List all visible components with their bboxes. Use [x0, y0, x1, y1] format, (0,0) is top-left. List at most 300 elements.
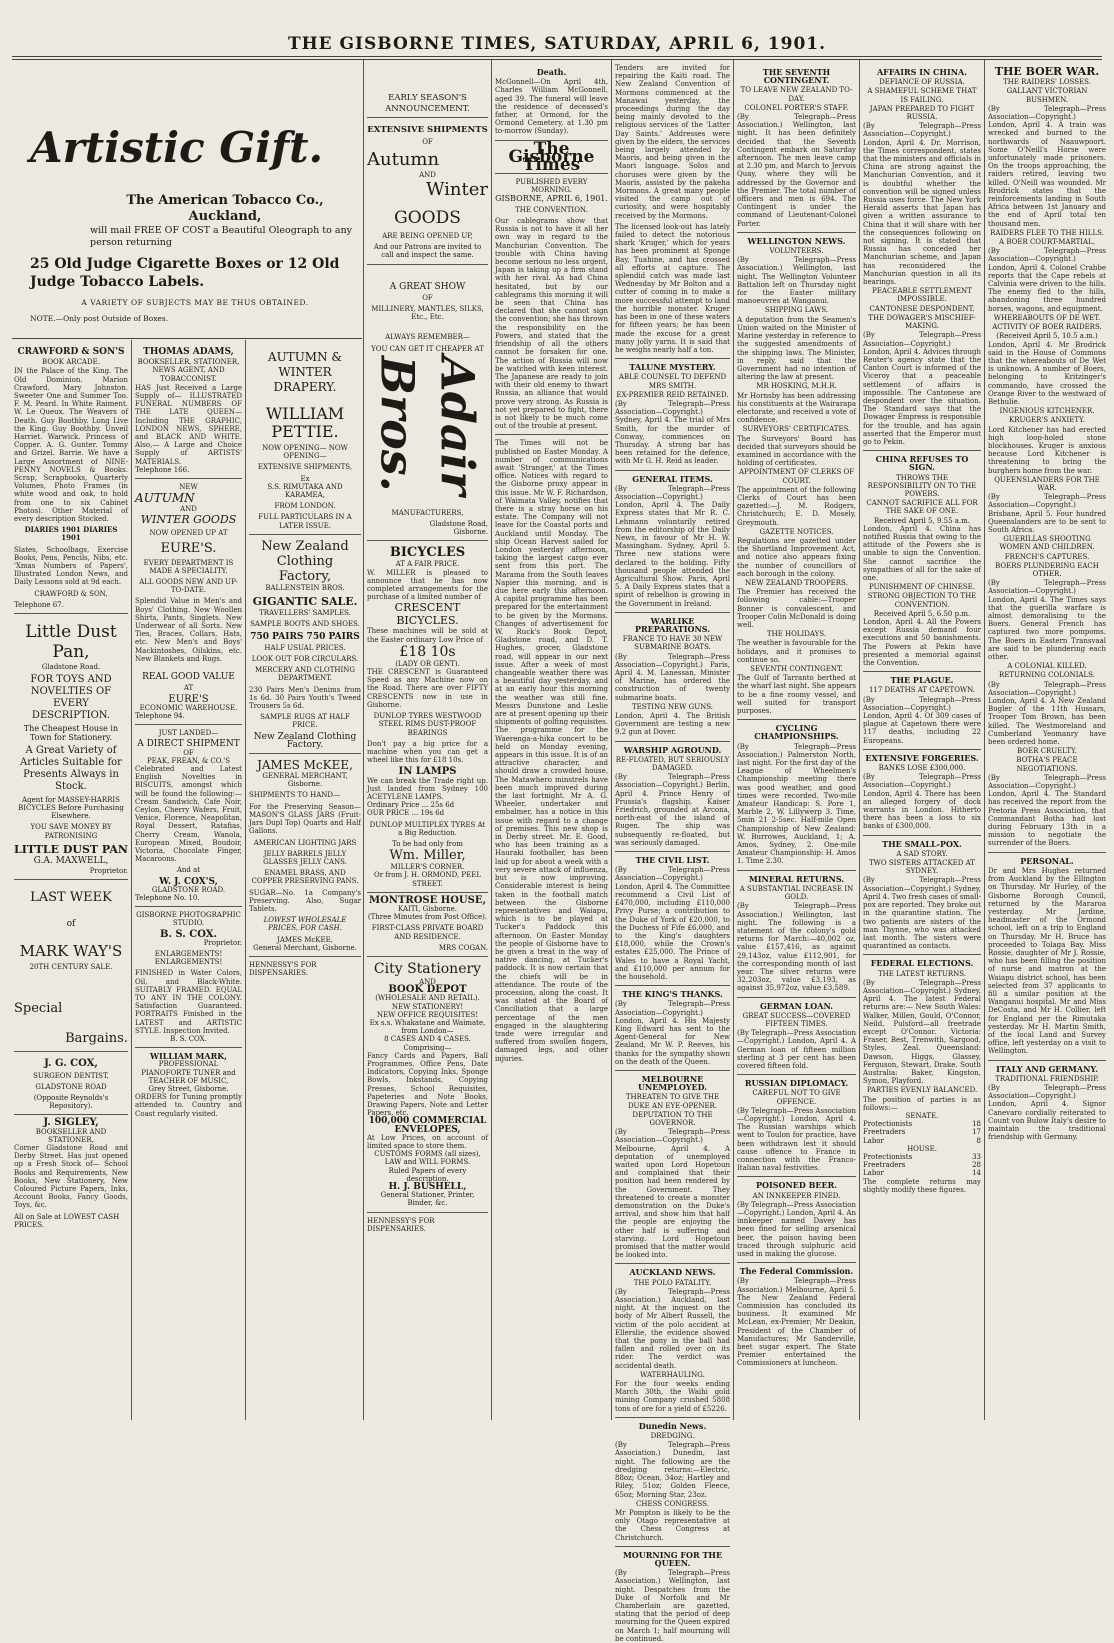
melbourne-body: (By Telegraph—Press Association—Copyright.) Melbourne, April 4. A deputation of unemployed waited upon Lord Hopetoun and complained that their position had been rendered by the Government. They threatened to create a monster demonstration on the Duke's arrival, and show him that half the people are enjoying the other half is suffering and starving. Lord Hopetoun promised that the matter would be looked into. [615, 1128, 730, 1260]
city-stationery: City Stationery [373, 960, 482, 977]
ex-label: Ex [300, 474, 310, 483]
column-rule [984, 60, 985, 1420]
kruger-body: Lord Kitchener has had erected high loop-holed stone blockhouses. Kruger is anxious because Lord Kitchener is threatening to bring the burghers home from the war. [988, 425, 1106, 475]
queensland-body: (By Telegraph—Press Association—Copyright.) Brisbane, April 5. Four hundred Queenslanders are to be sent to South Africa. [988, 493, 1106, 534]
house-freetraders-label: Freetraders [863, 1161, 906, 1170]
colonial-killed: A COLONIAL KILLED. [1007, 662, 1087, 671]
announcement: ANNOUNCEMENT. [385, 104, 470, 115]
mercery-body: 230 Pairs Men's Denims from 1s 6d. 30 Pairs Youth's Tweed Trousers 5s 6d. [249, 685, 361, 711]
german-heading: GERMAN LOAN. [759, 1000, 834, 1011]
death-heading: Death. [536, 67, 567, 77]
dustpan-cheap: The Cheapest House in Town for Stationery. [23, 724, 119, 742]
kings-heading: THE KING'S THANKS. [622, 989, 723, 1000]
gazette-body: Regulations are gazetted under the Shortland Improvement Act, and notice also appears fixing the number of councillors of each borough in the colony. [737, 536, 856, 578]
and-city: AND [419, 977, 436, 986]
gazette: GAZETTE NOTICES. [759, 527, 834, 536]
guerilla: GUERILLAS SHOOTING WOMEN AND CHILDREN. [999, 535, 1095, 552]
750-pairs: 750 PAIRS 750 PAIRS [250, 631, 360, 642]
hennessy-line: HENNESSY'S FOR DISPENSARIES. [249, 960, 317, 978]
being-opened: ARE BEING OPENED UP, [382, 232, 473, 241]
half-prices: HALF USUAL PRICES. [264, 643, 346, 652]
cannot-sacrifice: CANNOT SACRIFICE ALL FOR THE SAKE OF ONE. [866, 499, 978, 516]
kruger: KRUGER'S ANXIETY. [1009, 416, 1085, 425]
personal-heading: PERSONAL. [1020, 855, 1074, 866]
senate-freetraders-value: 17 [972, 1128, 981, 1137]
kitchener: INGENIOUS KITCHENER. [999, 407, 1095, 416]
received-2: Received April 5, 6.50 p.m. [873, 609, 971, 618]
civil-heading: THE CIVIL LIST. [635, 855, 710, 866]
deputation: DEPUTATION TO THE GOVERNOR. [632, 1110, 713, 1127]
mark-body: ORDERS for Tuning promptly attended to. Country and Coast regularly visited. [135, 1093, 242, 1118]
shipments-body: For the Preserving Season— MASON'S GLASS JARS (Fruit-Jars Dupl Top) Quarts and Half Gallons. [249, 802, 361, 836]
shipping-body: A deputation from the Seamen's Union waited on the Minister of Marine yesterday in reference to the suggested amendments of the shipping laws. The Minister, in reply, said that the Government had no intention of altering the law at present. [737, 315, 856, 382]
dustpan-proprietor: Proprietor. [89, 866, 128, 875]
bicycles: BICYCLES [389, 545, 466, 561]
century-sale: 20TH CENTURY SALE. [29, 963, 113, 972]
warship-body: (By Telegraph—Press Association—Copyright.) Berlin, April 4. Prince Henry of Prussia's flagship, Kaiser Friedrich, grounded at Arcona, north-east of the island of Rugen. The ship was subsequently re-floated, but was seriously damaged. [615, 773, 730, 847]
house-heading: HOUSE. [907, 1144, 937, 1153]
crescent-bicycles: CRESCENT BICYCLES. [394, 601, 461, 628]
last-week: LAST WEEK [30, 889, 112, 905]
leader-body-1: Our cablegrams show that Russia is not to have it all her own way in regard to the Manchurian Convention. The trouble with China having become serious no less urgent, Japan is taking up a firm stand with her rival. As had China hesitated, but by our cablegrams this morning it will be seen that China has declared that she cannot sign the convention; she has thrown the responsibility on the Powers, and stated that the friendship of all the others cannot be forsaken for one. The action of Russia will now be watched with keen interest. The Japanese are ready to join with their old enemy to thwart Russia, an alliance that would prove very strong. As Russia is not yet prepared to fight, there is not likely to be much come out of the trouble at present. [495, 217, 608, 431]
sample-rugs: SAMPLE RUGS AT HALF PRICE. [260, 713, 350, 730]
dustpan-owner: G.A. MAXWELL, [33, 855, 109, 866]
goods-4: GOODS [394, 208, 461, 229]
testing-body: London, April 4. The British Government are testing a new 9.2 gun at Dover. [615, 712, 730, 737]
sugar-line: SUGAR—No. 1a Company's Preserving. Also, Sugar Tablets. [249, 888, 361, 913]
volunteers: VOLUNTEERS. [769, 247, 824, 256]
nz-clothing-2: New Zealand Clothing Factory. [253, 731, 357, 750]
refuses-body: London, April 4. China has notified Russia that owing to the attitude of the Powers she is unable to sign the Convention. She cannot sacrifice the sympathies of all for the sake of one. [863, 524, 981, 582]
crawford-diaries: DIARIES 1901 DIARIES 1901 [24, 525, 118, 543]
punishment: PUNISHMENT OF CHINESE. [869, 583, 975, 592]
polo-heading: THE POLO FATALITY. [633, 1278, 712, 1287]
masthead-rule [12, 56, 1102, 57]
peak-body: Celebrated and Latest English Novelties in BISCUITS, amongst which will be found the following:— Cream Sandwich, Cafe Noir, Ceylon, Cherry Wafers, Fruit, Venice, Florence, Neapolitan, Royal Dessert, Ratafias, Cherry Cream, Wanola, European Mixed, Boudoir, Victoria, Chocolate Finger, Macaroons. [135, 764, 242, 864]
parties-body: The position of parties is as follows:— [863, 1095, 981, 1112]
colonial-body: (By Telegraph—Press Association—Copyright.) London, April 4. A New Zealand Bugler of the 11th Hussars, Trooper Tom Brown, has been killed. The Westmoreland and Cumberland Yeomanry have been ordered home. [988, 680, 1106, 747]
kings-body: (By Telegraph—Press Association—Copyright.) London, April 4. His Majesty King Edward has sent to the Agent-General for New Zealand, Mr W. P. Reeves, his thanks for the sympathy shown on the death of the Queen. [615, 1000, 730, 1066]
forgeries-sub: BANKS LOSE £300,000. [878, 764, 966, 773]
warship-heading: WARSHIP AGROUND. [623, 744, 722, 755]
artistic-note: NOTE.—Only post Outside of Boxes. [30, 314, 169, 324]
nz-clothing-factory: New Zealand Clothing Factory, [261, 538, 349, 584]
sigley-role: BOOKSELLER AND STATIONER, [35, 1127, 107, 1144]
column-6 [615, 64, 730, 1643]
had-only: To be had only from [392, 839, 463, 848]
convention-heading: THE CONVENTION. [515, 205, 588, 214]
just-landed: JUST LANDED— [158, 729, 219, 738]
forgeries-heading: EXTENSIVE FORGERIES. [865, 752, 979, 763]
waterhauling: WATERHAULING. [640, 1370, 705, 1379]
price-18-10s: £18 10s [399, 643, 456, 660]
clerks: APPOINTMENT OF CLERKS OF COURT. [738, 468, 855, 485]
cantonese: CANTONESE DESPONDENT. [869, 304, 975, 313]
adams-body: HAS Just Received a Large Supply of— ILLUSTRATED FUNERAL NUMBERS OF THE LATE QUEEN— Including THE GRAPHIC, LONDON NEWS, SPHERE, and BLACK AND WHITE. Also,— A Large and Choice Supply of ARTISTS' MATERIALS. [135, 383, 242, 466]
plunder-body: (By Telegraph—Press Association—Copyright.) London, April 4. The Times says that the guerilla warfare is almost demoralising to the Boers. General French has captured two more pompoms. The Boers in Eastern Transvaal are said to be plundering each other. [988, 579, 1106, 662]
received-9: (Received April 5, 10.5 a.m.) [996, 332, 1098, 341]
eures-body: Splendid Value in Men's and Boys' Clothing. New Woollen Shirts, Pants, Singlets. New Underwear of all Sorts. New Ties, Braces, Collars, Hats, etc. New Men's and Boys' Mackintoshes, Oilskins, etc. New Blankets and Rugs. [135, 597, 242, 663]
published-every-morning: PUBLISHED EVERY MORNING. [515, 178, 588, 195]
ruled-papers: Ruled Papers of every description. [388, 1166, 467, 1183]
dowager-body: (By Telegraph—Press Association—Copyright.) London, April 4. Advices through Reuter's agency state that the Canton Court is informed of the Viceroy that a peaceable settlement of affairs is impossible. The Cantonese are despondent over the situation. The Standard says that the Dowager Empress is responsible for the trouble, and has again asserted that the Emperor must go to Pekin. [863, 331, 981, 446]
mckee-2-sub: General Merchant, Gisborne. [253, 943, 357, 952]
ex-ships-4: Ex s.s. Whakatane and Waimate, from London— [369, 1018, 486, 1036]
senate-protectionists-row [863, 1120, 981, 1128]
eure-telephone: Telephone 94. [135, 711, 185, 720]
section-rule [12, 338, 362, 339]
new-office: NEW OFFICE REQUISITES! [376, 1010, 479, 1019]
column-rule [611, 60, 612, 1420]
general-heading: GENERAL ITEMS. [632, 473, 713, 484]
house-labor-row [863, 1169, 981, 1177]
refuses-heading: CHINA REFUSES TO SIGN. [875, 454, 969, 473]
chess: CHESS CONGRESS. [636, 1499, 709, 1508]
china-heading: AFFAIRS IN CHINA. [876, 67, 968, 77]
autumn-winter-drapery: AUTUMN & WINTER DRAPERY. [267, 350, 343, 394]
surveyors-body: The Surveyors' Board has decided that surveyors should be examined in accordance with the holding of certificates. [737, 434, 856, 468]
senate-freetraders-row [863, 1128, 981, 1136]
column-3 [249, 344, 361, 1419]
cases: 8 CASES AND 4 CASES. [384, 1035, 471, 1044]
column-rule [733, 60, 734, 1420]
sigley-name: J. SIGLEY, [43, 1117, 99, 1129]
talune-body: (By Telegraph—Press Association—Copyright.) Sydney, April 4. The trial of Mrs Smith, for the murder of Conway, commences on Thursday. A strong bar has been retained for the defence, with Mr G. H. Reid as leader. [615, 399, 730, 466]
dowager: THE DOWAGER'S MISCHIEF-MAKING. [868, 313, 976, 331]
sample-boots: SAMPLE BOOTS AND SHOES. [250, 620, 360, 629]
book-depot: BOOK DEPOT [388, 984, 467, 996]
wholesale: (WHOLESALE AND RETAIL). [375, 994, 480, 1003]
volunteers-body: (By Telegraph—Press Association.) Wellington, last night. The Wellington Volunteer Battalion left on Thursday night for the Easter military manoeuvres at Wanganui. [737, 256, 856, 306]
german-body: (By Telegraph—Press Association—Copyright.) London, April 4. A German loan of fifteen million sterling at 3 per cent has been covered fifteen fold. [737, 1029, 856, 1070]
extensive-shipments: EXTENSIVE SHIPMENTS, [257, 463, 353, 472]
wj-cox: W. J. COX'S, [159, 876, 218, 887]
mineral-sub: A SUBSTANTIAL INCREASE IN GOLD. [739, 884, 854, 902]
pettie-label: PETTIE. [271, 422, 339, 441]
lady-gent: (LADY OR GENT). [395, 659, 460, 668]
activity: ACTIVITY OF BOER RAIDERS. [992, 323, 1102, 332]
french: FRENCH'S CAPTURES. [1004, 552, 1090, 561]
botha: BOTHA'S PEACE NEGOTIATIONS. [1016, 756, 1078, 773]
artistic-gift-title: Artistic Gift. [30, 123, 324, 172]
porters-staff: COLONEL PORTER'S STAFF. [744, 103, 849, 112]
adair-logo [367, 356, 488, 506]
plague-body: (By Telegraph—Press Association—Copyright.) London, April 4. Of 309 cases of plague at Capetown there were 117 deaths, including 22 Europeans. [863, 695, 981, 745]
mineral-body: (By Telegraph—Press Association.) Wellington, last night. The following is a statement of the colony's gold returns for March:—40,002 oz, value £157,416, as against 29,143oz, value £112,901, for the corresponding month of last year. The silver returns were 32,203oz, value £3,193, as against 35,972oz, value £3,589. [737, 902, 856, 993]
new-label: NEW [179, 483, 198, 492]
economic-warehouse: ECONOMIC WAREHOUSE. [139, 703, 238, 712]
masthead: THE GISBORNE TIMES, SATURDAY, APRIL 6, 1901. [287, 34, 827, 54]
autumn-4: Autumn [367, 148, 440, 170]
leave-today: TO LEAVE NEW ZEALAND TO-DAY. [740, 86, 853, 103]
column-7 [737, 64, 856, 1419]
hosking: MR HOSKING, M.H.R. [756, 382, 837, 391]
parties-balanced: PARTIES EVENLY BALANCED. [866, 1086, 978, 1095]
mourning-heading: MOURNING FOR THE QUEEN. [622, 1549, 723, 1568]
senate-labor-value: 8 [976, 1136, 981, 1145]
court-body: (By Telegraph—Press Association—Copyright.) London, April 4. Colonel Crabbe reports that the Cape rebels at Calvinia were driven to the hills. The enemy fled to the hills, abandoning three hundred horses, wagons, and equipment. [988, 247, 1106, 313]
enlargements: ENLARGEMENTS! ENLARGEMENTS! [154, 949, 223, 967]
dustpan-agent: Agent for MASSEY-HARRIS BICYCLES Before Purchasing Elsewhere. [18, 795, 124, 821]
mckee-sub: GENERAL MERCHANT, [262, 772, 348, 781]
direct-shipment: A DIRECT SHIPMENT [137, 739, 240, 750]
markways-title: MARK WAY'S [19, 942, 123, 961]
poisoned-body: (By Telegraph—Press Association—Copyright.) London, April 4. An innkeeper named Davey has been fined for selling arsenical beer, the poison having been traced through sulphuric acid used in making the glucose. [737, 1200, 856, 1259]
artistic-gift-ad [30, 125, 360, 335]
warship-sub: RE-FLOATED, BUT SERIOUSLY DAMAGED. [615, 755, 730, 773]
and-at-label: And at [176, 866, 201, 875]
dustpan-name: LITTLE DUST PAN [14, 842, 128, 856]
federal-body: (By Telegraph—Press Association.) Melbourne, April 5. The New Zealand Federal Commission has concluded its business. It examined Mr McLean, ex-Premier; Mr Deakin, President of the Chamber of Manufactures; Mr Sanderville, beet sugar expert. The State Premier entertained the Commissioners at luncheon. [737, 1277, 856, 1368]
parties-end: The complete returns may slightly modify these figures. [863, 1177, 981, 1194]
millinery: MILLINERY, MANTLES, SILKS, Etc., Etc. [371, 305, 484, 322]
received-1: Received April 5, 9.55 a.m. [873, 516, 971, 525]
montrose-sub: KAITI, Gisborne. [398, 904, 457, 913]
elections-body: (By Telegraph—Press Association—Copyright.) Sydney, April 4. The latest Federal returns are:— New South Wales: Walker, Millen, Gould, O'Connor, Neild, Pulsford—all freetrade except O'Connor. Victoria: Fraser, Best, Trenwith, Sargood, Styles, Zeal. Queensland: Dawson, Higgs, Glassey, Ferguson, Stewart, Drake. South Australia: Baker, Kingston, Symon, Playford. [863, 978, 981, 1086]
smallpox-body: (By Telegraph—Press Association—Copyright.) Sydney, April 4. Two fresh cases of small-pox are reported. They broke out in the quarantine station. The two patients are sisters of the man Thynne, who was attacked last month. The sisters were quarantined as contacts. [863, 876, 981, 951]
sigley-body: Corner Gladstone Road and Derby Street. Has just opened up a Fresh Stock of— School Books and Requirements, New Books, New Stationery, New Coloured Picture Papers, Inks, Account Books, Fancy Goods, Toys, &c. [14, 1143, 128, 1210]
winter-goods: WINTER GOODS [140, 513, 237, 527]
manufacturers: MANUFACTURERS, [391, 508, 464, 517]
studio-title: GISBORNE PHOTOGRAPHIC STUDIO. [136, 911, 241, 928]
house-labor-value: 14 [972, 1169, 981, 1178]
mckee-town: Gisborne. [287, 780, 323, 789]
senate-freetraders-label: Freetraders [863, 1128, 906, 1137]
of-4b: OF [422, 293, 433, 302]
federal-heading: The Federal Commission. [739, 1266, 854, 1277]
bs-cox: B. S. COX. [160, 928, 217, 940]
dustpan-save: YOU SAVE MONEY BY PATRONISING [30, 823, 112, 840]
seventh-body: (By Telegraph—Press Association.) Wellington, last night. It has been definitely decided that the Seventh Contingent embark on Saturday afternoon. The men leave camp at 2.30 pm, and March to Jervois Quay, where they will be addressed by the Governor and the Premier. The total number of officers and men is 694. The Contingent is under the command of Lieutenant-Colonel Porter. [737, 113, 856, 228]
cox-address: GLADSTONE ROAD [35, 1082, 107, 1091]
column-8 [863, 64, 981, 1419]
mckee-name: JAMES McKEE, [257, 758, 353, 773]
senate-protectionists-label: Protectionists [863, 1120, 913, 1129]
lamps-body: We can break the Trade right up. Just landed from Sydney 100 ACETYLENE LAMPS. [367, 776, 488, 801]
boer-body: (By Telegraph—Press Association—Copyright.) London, April 4. A train was wrecked and burned to the northwards of Naauwpoort. Some O'Neill's Horse were unfortunately made prisoners. On the troops approaching, the raiders retired, leaving two killed. O'Neill was wounded. Mr Brodrick states that the reinforcements landing in South Africa between 1st January and the end of April total ten thousand men. [988, 104, 1106, 228]
senate-protectionists-value: 18 [972, 1120, 981, 1129]
forgeries-body: (By Telegraph—Press Association—Copyright.) London, April 4. There has been an alleged forgery of dock warrants in London. Hitherto there has been a loss to six banks of £300,000. [863, 773, 981, 831]
artistic-company: The American Tobacco Co., Auckland, [126, 193, 324, 224]
city-body: Fancy Cards and Papers, Ball Programmes, Office Pens, Date Indicators, Copying Inks, Sponge Bowls, Inkstands, Copying Presses, School Requisites, Papeteries and Note Books, Drawing Papers, Note and Letter Papers, etc. [367, 1051, 488, 1118]
full-particulars: FULL PARTICULARS IN A LATER ISSUE. [258, 513, 352, 530]
holidays: THE HOLIDAYS. [766, 630, 827, 639]
premier-retained: EX-PREMIER REID RETAINED. [616, 390, 729, 399]
cheaper-at: YOU CAN GET IT CHEAPER AT [371, 344, 484, 353]
senate-heading: SENATE. [905, 1111, 939, 1120]
adair-bros: Adair Bros. [370, 355, 485, 496]
de-wet-body: London, April 4. Mr Brodrick said in the House of Commons that the whereabouts of De Wet is unknown. A number of Boers, belonging to Kritzinger's commando, have crossed the Orange River to the westward of Bethulie. [988, 340, 1106, 406]
smallpox-heading: THE SMALL-POX. [882, 838, 962, 849]
of-4: OF [422, 137, 433, 146]
poisoned-sub: AN INNKEEPER FINED. [752, 1191, 841, 1200]
dredging: DREDGING. [650, 1432, 695, 1441]
column-rule [859, 60, 860, 1420]
german-sub: GREAT SUCCESS—COVERED FIFTEEN TIMES. [742, 1011, 851, 1028]
in-lamps: IN LAMPS [398, 766, 457, 778]
and-label: AND [180, 505, 197, 514]
leader-body-2: The Times will not be published on Easter Monday. A number of communications await 'Stranger,' at the Times office. Notices with regard to the Gisborne proxy appear in this issue. Mr W. F. Richardson, of Waimata Valley, notifies that there is a stray horse on his estate. The Company will not leave for the Coastal ports and Auckland until Monday. The ship Ocean Harvest sailed for London yesterday afternoon, taking the largest cargo ever sent from this port. The Marama from the South leaves Napier this morning, and is due here early this afternoon. A capital programme has been prepared for the entertainment to be given by the Mormons. Changes of advertisement for W. Ruck's Book Depot, Gladstone road, and D. T. Hughes, grocer, Gladstone road, will appear in our next issue. After a week of most changeable weather there was a beautiful day yesterday, and at an early hour this morning the weather was still fine. Messrs Dunstone and Leslie are at present opening up their shipments of golfing requisites. The programme for the Waerenga-a-hika concert to be held on Monday evening, appears in this issue. It is of an attractive character, and should draw a crowded house. The Matawhero minstrels have been much improved during the last fortnight. Mr A. G. Wheeler, undertaker and embalmer, has a notice in this issue with regard to a change of premises. This new shop is in Derby street. Mr. E. Good, who has been training as a Hauraki footballer, has been laid up for about a week with a very severe attack of influenza, but is now improving. Considerable interest is being taken in the football match between the Gisborne representatives and Waiapu, which is to be played at Tucker's Paddock this afternoon. On Easter Monday the people of Gisborne have to be given a treat in the way of native dancing, at Tucker's paddock. It is now certain that the chiefs will be in attendance. The route of the procession, along the coast. It was stated at the Board of Conciliation that a large percentage of the men engaged in the slaughtering trade were irregular and suffered from swollen fingers, damaged legs, and other injuries. [495, 439, 608, 1063]
mrs-cogan: MRS COGAN. [438, 943, 488, 952]
raiders-flee: RAIDERS FLEE TO THE HILLS. [990, 228, 1104, 237]
mark-role: PROFESSIONAL PIANOFORTE TUNER and TEACHER OF MUSIC, [141, 1060, 236, 1085]
chess-body: Mr Pompton is likely to be the only Otago representative at the Chess Congress at Christchurch. [615, 1508, 730, 1542]
envelopes-price: At Low Prices, on account of limited space to store them. [367, 1133, 488, 1151]
column-2 [135, 344, 242, 1419]
shipping-laws: SHIPPING LAWS. [764, 306, 829, 315]
our-price: OUR PRICE ... 19s 6d [367, 809, 445, 818]
gisborne-times-title: The Gisborne Times [508, 138, 595, 176]
multiplex-tyres: DUNLOP MULTIPLEX TYRES At a Big Reduction. [369, 820, 486, 837]
peaceable: PEACEABLE SETTLEMENT IMPOSSIBLE. [872, 287, 972, 304]
boer-heading: THE BOER WAR. [994, 65, 1100, 78]
crawford-signature: CRAWFORD & SON, [34, 589, 108, 598]
refuses-sub: THROWS THE RESPONSIBILITY ON TO THE POWERS. [867, 473, 977, 498]
fair-price: AT A FAIR PRICE. [395, 560, 460, 569]
montrose-house: MONTROSE HOUSE, [369, 894, 486, 906]
jelly-items: JELLY BARRELS JELLY GLASSES JELLY CANS. [263, 849, 347, 866]
dustpan-toys: FOR TOYS AND NOVELTIES OF EVERY DESCRIPTION. [30, 674, 112, 722]
seventh-2: SEVENTH CONTINGENT. [750, 665, 843, 674]
last-week-of: of [66, 918, 76, 929]
always-remember: ALWAYS REMEMBER— [385, 333, 470, 342]
patrons-invited: And our Patrons are invited to call and inspect the same. [373, 243, 482, 260]
wellington-heading: WELLINGTON NEWS. [747, 235, 846, 246]
shameful-scheme: A SHAMEFUL SCHEME THAT IS FAILING. [867, 87, 977, 104]
ballenstein: BALLENSTEIN BROS. [265, 583, 345, 592]
personal-body: Dr and Mrs Hughes returned from Auckland by the Ellington on Thursday. Mr Hurley, of the Gisborne Borough Council, returned by the Mararoa yesterday. Mr Jardine, headmaster of the Ormond school, left on a trip to England on Thursday. Mr H. Bruce has proceeded to Tolaga Bay. Miss Rossie, daughter of Mr J. Rossie, who has been filling the position of nurse and matron at the Waiapu district school, has been selected from 37 applicants to fill a similar position at the Wanganui hospital. Mr and Miss DeCosta, and Mr H. Collier, left for England per the Rimutaka yesterday. Mr H. Martin Smith, of the local Land and Survey office, left yesterday on a visit to Wellington. [988, 866, 1106, 1056]
autumn-label: AUTUMN [135, 491, 195, 506]
wj-telephone: Telephone No. 10. [135, 893, 200, 902]
italy-heading: ITALY AND GERMANY. [996, 1063, 1098, 1074]
column-rule [131, 340, 132, 1420]
troopers-body: The Premier has received the following cable:—Trooper Bonner is convalescent, and Trooper Colin McDonald is doing well. [737, 588, 856, 629]
special-label: Special [14, 1001, 63, 1017]
senate-labor-label: Labor [863, 1136, 884, 1145]
travellers-samples: TRAVELLERS' SAMPLES. [259, 609, 351, 618]
bs-proprietor: Proprietor. [203, 938, 242, 947]
enamel-pans: ENAMEL BRASS, AND COPPER PRESERVING PANS. [251, 869, 359, 886]
artistic-variety: A VARIETY OF SUBJECTS MAY BE THUS OBTAINED. [81, 298, 309, 307]
column-rule [491, 60, 492, 1420]
early-season: EARLY SEASON'S [388, 93, 467, 103]
peak-frean: PEAK, FREAN, & CO.'S [146, 756, 231, 765]
crawford-telephone: Telephone 67. [14, 600, 64, 609]
cycling-heading: CYCLING CHAMPIONSHIPS. [754, 723, 839, 742]
winter-4: Winter [425, 179, 488, 201]
crawford-body-2: Slates, Schoolbags, Exercise Books, Pens, Pencils, Nibs, etc. 'Xmas Numbers of Papers', Illustrated London News, and Daily Lessons sold at 9d each. [14, 545, 128, 587]
court-martial: A BOER COURT-MARTIAL. [999, 238, 1095, 247]
ordinary-price: Ordinary Price ... 25s 6d [367, 801, 455, 810]
cox-name: J. G. COX, [44, 1058, 98, 1070]
bs-cox-2: B. S. COX. [170, 1035, 207, 1044]
miller-address: Or from J. H. ORMOND, PEEL STREET. [373, 871, 482, 888]
column-rule [363, 60, 364, 1420]
botha-body: (By Telegraph—Press Association—Copyright.) London, April 4. The Standard has received the report from the Pretoria Press Association, that Commandant Botha had lost during February 13th in a mission to negotiate the surrender of the Boers. [988, 773, 1106, 848]
opened-label: NOW OPENED UP AT [149, 529, 228, 538]
montrose-minutes: (Three Minutes from Post Office). [367, 913, 488, 922]
crawford-sub: BOOK ARCADE. [42, 358, 100, 367]
talune-sub: ABLE COUNSEL TO DEFEND MRS SMITH. [618, 373, 727, 390]
strong-objection: STRONG OBJECTION TO THE CONVENTION. [867, 592, 977, 609]
waterhauling-body: For the four weeks ending March 30th, the Waihi gold mining Company crushed 5808 tons of ore for a yield of £5226. [615, 1380, 730, 1413]
hosking-body: Mr Hornsby has been addressing his constituents at the Wairarapa electorate, and received a vote of confidence. [737, 391, 856, 425]
at-label: AT [183, 684, 194, 693]
poisoned-heading: POISONED BEER. [756, 1180, 837, 1191]
mckee-2: JAMES McKEE, [277, 935, 333, 944]
column-9 [988, 64, 1106, 1419]
first-class-board: FIRST-CLASS PRIVATE BOARD AND RESIDENCE. [371, 924, 484, 941]
lowest-prices: LOWEST WHOLESALE PRICES, FOR CASH. [263, 916, 347, 933]
mineral-heading: MINERAL RETURNS. [748, 873, 845, 884]
ships-label: S.S. RIMUTAKA AND KARAMEA, [267, 482, 343, 500]
melbourne-sub: THREATEN TO GIVE THE DUKE AN EYE-OPENER. [625, 1093, 720, 1110]
auckland-heading: AUCKLAND NEWS. [629, 1267, 716, 1278]
house-freetraders-value: 28 [972, 1161, 981, 1170]
china-sub: DEFIANCE OF RUSSIA. [879, 78, 965, 87]
house-protectionists-value: 33 [972, 1152, 981, 1161]
dunlop-body: Don't pay a big price for a machine when you can get a wheel like this for £18 10s. [367, 739, 488, 765]
civil-body: (By Telegraph—Press Association—Copyright.) London, April 4. The Committee recommend a Civil List of £470,000, including £110,000 Privy Purse; a contribution to the Duke of York of £20,000, to the Duchess of Fife £6,000, and to the King's daughters £18,000, while the Crown's estates £25,000. The Prince of Wales to have a Royal Yacht, and £110,000 per annum for the household. [615, 866, 730, 981]
plague-sub: 117 DEATHS AT CAPETOWN. [868, 686, 976, 695]
senate-labor-row [863, 1137, 981, 1145]
dredging-body: (By Telegraph—Press Association.) Dunedin, last night. The following are the dredging returns:—Electric, 88oz; Ocean, 34oz; Hartley and Riley, 51oz; Golden Fleece, 65oz; Morning Star, 23oz. [615, 1441, 730, 1499]
china-body: (By Telegraph—Press Association—Copyright.) London, April 4. Dr. Morrison, the Times correspondent, states that the ministers and officials in China are strong against the Manchurian Convention, and it is doubtful whether the convention will be signed unless Russia uses force. The New York Herald asserts that Japan has given a written assurance to China that it will share with her the consequences following on not signing. It is stated that Russia has conceded her Manchurian scheme, and Japan has reconsidered the Manchurian question in all its bearings. [863, 122, 981, 287]
column-rule [245, 340, 246, 1420]
house-labor-label: Labor [863, 1169, 884, 1178]
new-stationery: NEW STATIONERY! [391, 1002, 464, 1011]
japan-prepared: JAPAN PREPARED TO FIGHT RUSSIA. [869, 104, 975, 122]
warlike-sub: FRANCE TO HAVE 30 NEW SUBMARINE BOATS. [622, 635, 723, 652]
queensland: QUEENSLANDERS FOR THE WAR. [994, 475, 1100, 492]
cycling-body: (By Telegraph—Press Association.) Palmerston North, last night. For the first day of the League of Wheelmen's Championship meeting there was good weather, and good times were recorded. Two-mile Amateur Handicap: S. Pore 1, Marble 2, W. Lillywerp 3. Time, 5min 21 2-5sec. Half-mile Open Championship of New Zealand: W. Burrowes, Auckland, 1; A. Amos, Sydney, 2. One-mile Amateur Championship: H. Amos 1. Time 2.30. [737, 742, 856, 866]
dustpan-address: Gladstone Road. [41, 663, 101, 672]
elections-sub: THE LATEST RETURNS. [877, 969, 966, 978]
general-body: (By Telegraph—Press Association—Copyright.) London, April 4. The Daily Express states that Mr R. C. Lehmann voluntarily retired from the editorship of the Daily News, in favour of Mr H. W. Massingham. Sydney, April 5. Three new stations were declared to the holding. Fifty thousand people attended the Agricultural Show. Paris, April 5. A Daily Express states that a spirit of rebellion is growing in the Government in Ireland. [615, 484, 730, 608]
bushell-sub: General Stationer, Printer, Binder, &c. [380, 1191, 475, 1208]
warlike-body: (By Telegraph—Press Association—Copyright.) Paris, April 4. M. Lanessan, Minister of Marine, has ordered the construction of twenty submarine boats. [615, 652, 730, 702]
house-protectionists-label: Protectionists [863, 1152, 913, 1161]
real-good-value: REAL GOOD VALUE [142, 672, 235, 683]
gallant-bushmen: GALLANT VICTORIAN BUSHMEN. [1006, 87, 1088, 104]
gigantic-sale: GIGANTIC SALE. [252, 595, 358, 609]
plundering: BOERS PLUNDERING EACH OTHER. [995, 561, 1099, 578]
extensive-shipments-4: EXTENSIVE SHIPMENTS [367, 125, 488, 136]
eures-2: EURE'S [168, 693, 209, 705]
dustpan-title: Little Dust Pan, [25, 622, 117, 663]
adams-sub: BOOKSELLER, STATIONER, NEWS AGENT, AND TOBACCONIST. [137, 358, 240, 383]
melbourne-heading: MELBOURNE UNEMPLOYED. [637, 1073, 708, 1093]
traditional: TRADITIONAL FRIENDSHIP. [995, 1074, 1099, 1083]
miller-body-2: These machines will be sold at the Easter ordinary Low Price of [367, 627, 488, 644]
russian-heading: RUSSIAN DIPLOMACY. [744, 1078, 849, 1089]
mercery-dept: MERCERY AND CLOTHING DEPARTMENT. [255, 666, 355, 683]
polo-body: (By Telegraph—Press Association.) Auckland, last night. At the inquest on the body of Mr Albert Russell, the victim of the polo accident at Ellerslie, the evidence showed that the pony in the ball had fallen and rolled over on its rider. The verdict was accidental death. [615, 1287, 730, 1370]
warlike-heading: WARLIKE PREPARATIONS. [634, 615, 711, 634]
smallpox-sub: A SAD STORY. [896, 849, 948, 858]
crawford-title: CRAWFORD & SON'S [17, 347, 125, 357]
from-london: FROM LONDON. [274, 502, 336, 511]
plague-heading: THE PLAGUE. [890, 675, 954, 686]
and-4: AND [419, 170, 436, 179]
testing-heading: TESTING NEW GUNS. [632, 702, 713, 711]
russian-body: (By Telegraph—Press Association—Copyright.) London, April 4. The Russian warships which went to Toulon for practice, have been withdrawn lest it should cause offence to France in connection with the Franco-Italian naval festivities. [737, 1106, 856, 1173]
comprising: Comprising— [403, 1043, 452, 1052]
holidays-body: The weather is favourable for the holidays, and it promises to continue so. [737, 639, 856, 664]
hennessy-line-4: HENNESSY'S FOR DISPENSARIES. [367, 1216, 435, 1233]
now-opening: NOW OPENING— NOW OPENING— [262, 444, 348, 461]
column-4 [367, 64, 488, 1419]
